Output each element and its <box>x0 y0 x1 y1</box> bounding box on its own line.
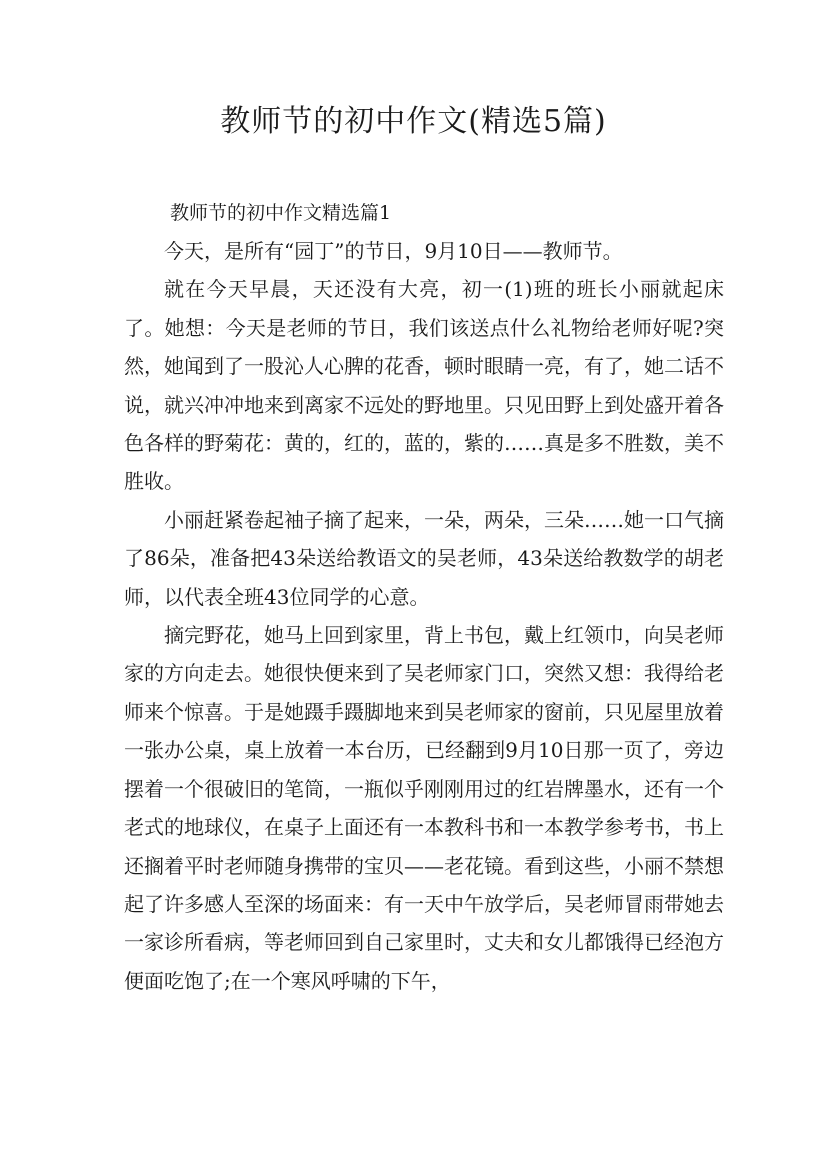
paragraph: 今天，是所有“园丁”的节日，9月10日——教师节。 <box>164 239 623 263</box>
paragraph: 小丽赶紧卷起袖子摘了起来，一朵，两朵，三朵……她一口气摘了86朵，准备把43朵送给教语文的吴老师，43朵送给教数学的胡老师，以代表全班43位同学的心意。 <box>124 507 724 609</box>
document-body <box>124 232 724 1000</box>
document-title: 教师节的初中作文(精选5篇) <box>220 104 607 139</box>
section-heading: 教师节的初中作文精选篇1 <box>170 202 392 224</box>
paragraph: 摘完野花，她马上回到家里，背上书包，戴上红领巾，向吴老师家的方向走去。她很快便来到了吴老师家门口，突然又想：我得给老师来个惊喜。于是她蹑手蹑脚地来到吴老师家的窗前，只见屋里放着一张办公桌，桌上放着一本台历，已经翻到9月10日那一页了，旁边摆着一个很破旧的笔筒，一瓶似乎刚刚用过的红岩牌墨水，还有一个老式的地球仪，在桌子上面还有一本教科书和一本教学参考书，书上还搁着平时老师随身携带的宝贝——老花镜。看到这些，小丽不禁想起了许多感人至深的场面来：有一天中午放学后，吴老师冒雨带她去一家诊所看病，等老师回到自己家里时，丈夫和女儿都饿得已经泡方便面吃饱了;在一个寒风呼啸的下午， <box>124 623 724 993</box>
paragraph: 就在今天早晨，天还没有大亮，初一(1)班的班长小丽就起床了。她想：今天是老师的节日，我们该送点什么礼物给老师好呢?突然，她闻到了一股沁人心脾的花香，顿时眼睛一亮，有了，她二话不说，就兴冲冲地来到离家不远处的野地里。只见田野上到处盛开着各色各样的野菊花：黄的，红的，蓝的，紫的……真是多不胜数，美不胜收。 <box>124 277 724 494</box>
